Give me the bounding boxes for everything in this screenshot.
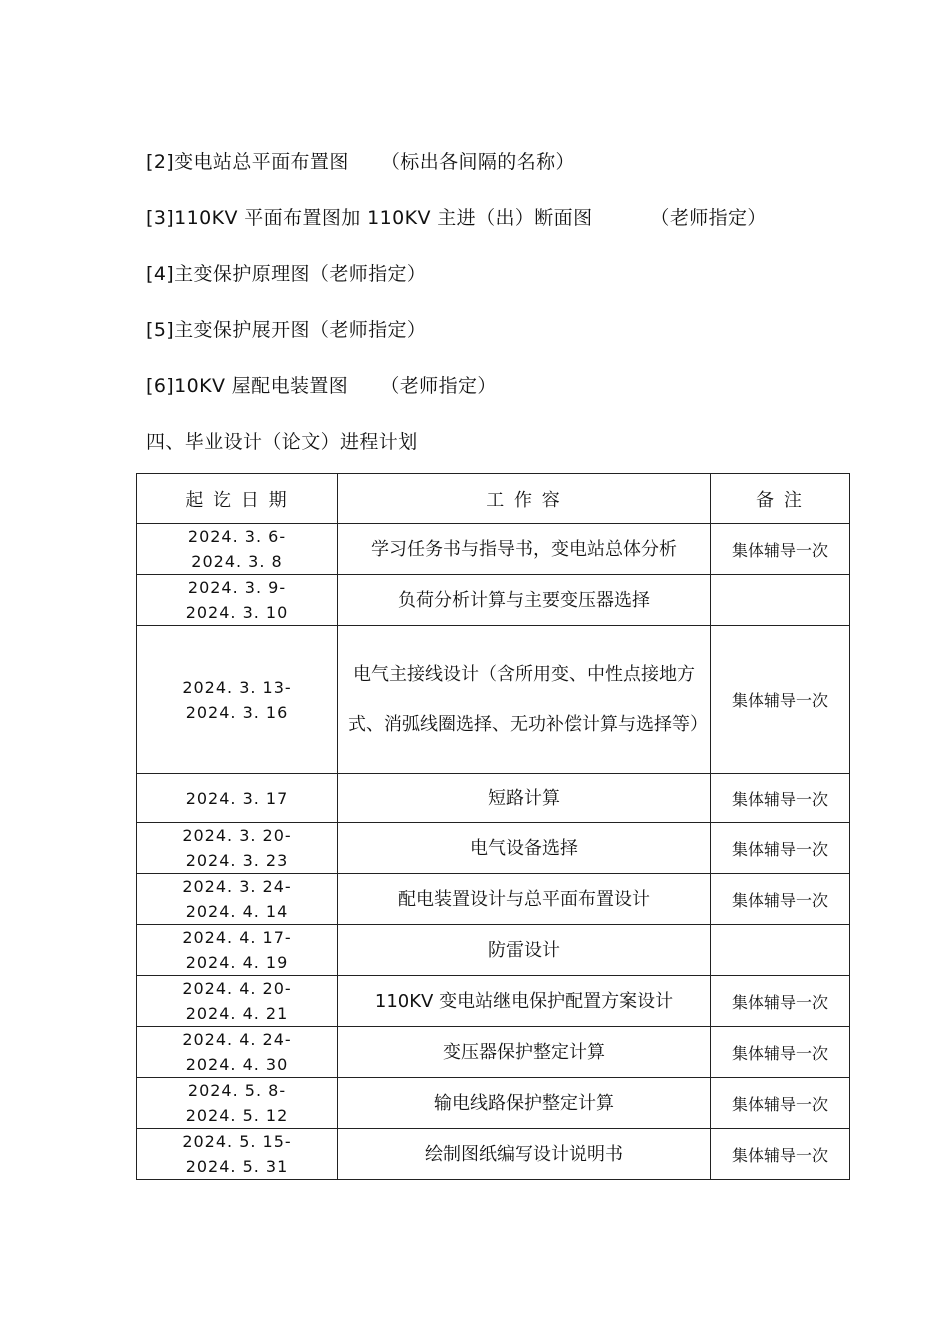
row-date: 2024. 3. 17: [137, 774, 338, 823]
table-header-row: [137, 474, 850, 524]
row-work: 短路计算: [338, 774, 711, 823]
row-date: 2024. 3. 13- 2024. 3. 16: [137, 626, 338, 774]
row-note: 集体辅导一次: [711, 1027, 850, 1078]
row-date: 2024. 4. 24- 2024. 4. 30: [137, 1027, 338, 1078]
row-note: 集体辅导一次: [711, 524, 850, 575]
row-work: 110KV 变电站继电保护配置方案设计: [338, 976, 711, 1027]
table-row: [137, 774, 850, 823]
row-note: 集体辅导一次: [711, 626, 850, 774]
row-date: 2024. 5. 8- 2024. 5. 12: [137, 1078, 338, 1129]
row-work: 配电装置设计与总平面布置设计: [338, 874, 711, 925]
row-date: 2024. 3. 20- 2024. 3. 23: [137, 823, 338, 874]
header-date: 起 讫 日 期: [137, 474, 338, 524]
table-row: [137, 976, 850, 1027]
drawing-item-4: [4]主变保护原理图（老师指定）: [146, 263, 427, 285]
drawing-item-6: [6]10KV 屋配电装置图 （老师指定）: [146, 375, 497, 397]
row-note: [711, 925, 850, 976]
row-note: [711, 575, 850, 626]
table-row: [137, 1027, 850, 1078]
table-row: [137, 925, 850, 976]
row-work: 电气主接线设计（含所用变、中性点接地方式、消弧线圈选择、无功补偿计算与选择等）: [338, 626, 711, 774]
table-row: [137, 626, 850, 774]
section-heading: 四、毕业设计（论文）进程计划: [146, 431, 418, 453]
table-row: [137, 823, 850, 874]
row-date: 2024. 4. 20- 2024. 4. 21: [137, 976, 338, 1027]
row-date: 2024. 3. 24- 2024. 4. 14: [137, 874, 338, 925]
row-note: 集体辅导一次: [711, 774, 850, 823]
drawing-item-2: [2]变电站总平面布置图 （标出各间隔的名称）: [146, 151, 575, 173]
row-date: 2024. 4. 17- 2024. 4. 19: [137, 925, 338, 976]
table-row: [137, 524, 850, 575]
table-row: [137, 874, 850, 925]
table-row: [137, 1129, 850, 1180]
row-work: 防雷设计: [338, 925, 711, 976]
row-note: 集体辅导一次: [711, 1129, 850, 1180]
row-date: 2024. 3. 6- 2024. 3. 8: [137, 524, 338, 575]
row-work: 学习任务书与指导书，变电站总体分析: [338, 524, 711, 575]
row-work: 输电线路保护整定计算: [338, 1078, 711, 1129]
row-note: 集体辅导一次: [711, 976, 850, 1027]
drawing-item-3: [3]110KV 平面布置图加 110KV 主进（出）断面图 （老师指定）: [146, 207, 767, 229]
header-note: 备 注: [711, 474, 850, 524]
table-row: [137, 575, 850, 626]
row-work: 绘制图纸编写设计说明书: [338, 1129, 711, 1180]
table-row: [137, 1078, 850, 1129]
drawing-item-5: [5]主变保护展开图（老师指定）: [146, 319, 427, 341]
row-note: 集体辅导一次: [711, 874, 850, 925]
row-work: 电气设备选择: [338, 823, 711, 874]
row-note: 集体辅导一次: [711, 1078, 850, 1129]
header-work: 工 作 容: [338, 474, 711, 524]
schedule-table: [136, 473, 850, 1180]
row-work: 变压器保护整定计算: [338, 1027, 711, 1078]
row-date: 2024. 3. 9- 2024. 3. 10: [137, 575, 338, 626]
row-work: 负荷分析计算与主要变压器选择: [338, 575, 711, 626]
row-date: 2024. 5. 15- 2024. 5. 31: [137, 1129, 338, 1180]
row-note: 集体辅导一次: [711, 823, 850, 874]
